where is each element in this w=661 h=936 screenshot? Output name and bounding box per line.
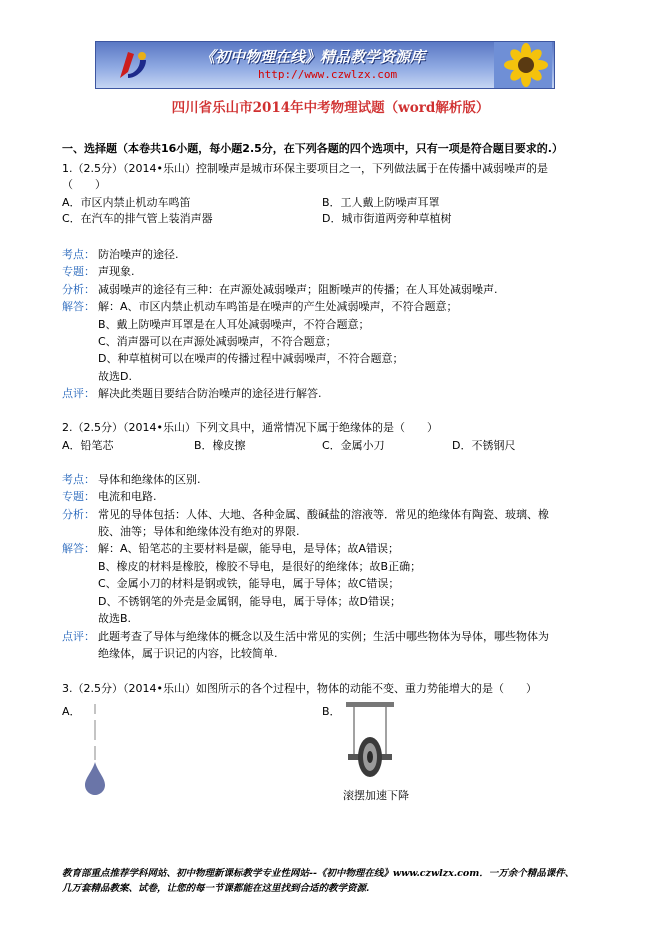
q3-stem: 3.（2.5分）（2014•乐山）如图所示的各个过程中，物体的动能不变、重力势能增大的是（ ）: [62, 682, 537, 695]
q1-fenxi: 减弱噪声的途径有三种：在声源处减弱噪声；阻断噪声的传播；在人耳处减弱噪声.: [98, 283, 498, 296]
q2-fenxi-line: 常见的导体包括：人体、大地、各种金属、酸碱盐的溶液等．常见的绝缘体有陶瓷、玻璃、橡: [98, 508, 549, 521]
rolling-pendulum-figure: [340, 700, 400, 788]
q1-fenxi-label: 分析：: [62, 283, 95, 296]
q2-zhuanti-label: 专题：: [62, 490, 95, 503]
q2-dianping-line: 绝缘体，属于识记的内容，比较简单.: [98, 647, 278, 660]
q2-jieda-line: B、橡皮的材料是橡胶，橡胶不导电，是很好的绝缘体；故B正确；: [98, 560, 422, 573]
q1-jieda-line: 解：A、市区内禁止机动车鸣笛是在噪声的产生处减弱噪声，不符合题意；: [98, 300, 458, 313]
q1-option-b: B．工人戴上防噪声耳罩: [322, 196, 440, 209]
q2-jieda-line: D、不锈钢笔的外壳是金属钢，能导电，属于导体；故D错误；: [98, 595, 401, 608]
q2-option-b: B．橡皮擦: [194, 439, 246, 452]
q1-jieda-line: D、种草植树可以在噪声的传播过程中减弱噪声，不符合题意；: [98, 352, 404, 365]
q3-option-b: B．: [322, 705, 341, 718]
sunflower-icon: [494, 42, 552, 88]
q3-caption-b: 滚摆加速下降: [343, 789, 409, 802]
q1-stem: 1.（2.5分）（2014•乐山）控制噪声是城市环保主要项目之一，下列做法属于在传播中减弱噪声的是: [62, 162, 548, 175]
q1-kaodian: 防治噪声的途径.: [98, 248, 179, 261]
q1-dianping: 解决此类题目要结合防治噪声的途径进行解答.: [98, 387, 322, 400]
q1-zhuanti-label: 专题：: [62, 265, 95, 278]
q1-option-d: D．城市街道两旁种草植树: [322, 212, 452, 225]
q2-jieda-line: C、金属小刀的材料是钢或铁，能导电，属于导体；故C错误；: [98, 577, 400, 590]
q1-jieda-line: B、戴上防噪声耳罩是在人耳处减弱噪声，不符合题意；: [98, 318, 370, 331]
q1-option-c: C．在汽车的排气管上装消声器: [62, 212, 213, 225]
banner-title: 《初中物理在线》精品教学资源库: [200, 48, 426, 66]
q2-fenxi-line: 胶、油等；导体和绝缘体没有绝对的界限.: [98, 525, 300, 538]
q2-fenxi-label: 分析：: [62, 508, 95, 521]
q1-jieda-line: 故选D.: [98, 370, 132, 383]
q2-kaodian-label: 考点：: [62, 473, 95, 486]
q2-stem: 2.（2.5分）（2014•乐山）下列文具中，通常情况下属于绝缘体的是（ ）: [62, 421, 438, 434]
site-logo-icon: [116, 48, 150, 82]
q2-jieda-line: 故选B.: [98, 612, 132, 625]
footer-line: 几万套精品教案、试卷，让您的每一节课都能在这里找到合适的教学资源.: [62, 883, 370, 894]
q1-dianping-label: 点评：: [62, 387, 95, 400]
q1-jieda-label: 解答：: [62, 300, 95, 313]
q3-option-a: A．: [62, 705, 81, 718]
q1-option-a: A．市区内禁止机动车鸣笛: [62, 196, 191, 209]
q2-option-a: A．铅笔芯: [62, 439, 114, 452]
q2-zhuanti: 电流和电路.: [98, 490, 157, 503]
falling-drop-figure: [80, 700, 110, 800]
q1-zhuanti: 声现象.: [98, 265, 135, 278]
q2-dianping-line: 此题考查了导体与绝缘体的概念以及生活中常见的实例；生活中哪些物体为导体，哪些物体为: [98, 630, 549, 643]
header-banner: [95, 41, 555, 89]
section-heading: 一、选择题（本卷共16小题，每小题2.5分，在下列各题的四个选项中，只有一项是符合题目要求的.）: [62, 142, 563, 155]
banner-url[interactable]: http://www.czwlzx.com: [258, 68, 398, 81]
q2-jieda-line: 解：A、铅笔芯的主要材料是碳，能导电，是导体；故A错误；: [98, 542, 400, 555]
q2-jieda-label: 解答：: [62, 542, 95, 555]
q2-dianping-label: 点评：: [62, 630, 95, 643]
q1-kaodian-label: 考点：: [62, 248, 95, 261]
document-title: 四川省乐山市2014年中考物理试题（word解析版）: [171, 100, 490, 116]
q2-option-d: D．不锈钢尺: [452, 439, 516, 452]
footer-line: 教育部重点推荐学科网站、初中物理新课标教学专业性网站--《初中物理在线》www.czwlzx.com．一万余个精品课件、: [62, 868, 575, 879]
q1-blank: （ ）: [62, 178, 106, 191]
q1-jieda-line: C、消声器可以在声源处减弱噪声，不符合题意；: [98, 335, 337, 348]
q2-option-c: C．金属小刀: [322, 439, 385, 452]
q2-kaodian: 导体和绝缘体的区别.: [98, 473, 201, 486]
